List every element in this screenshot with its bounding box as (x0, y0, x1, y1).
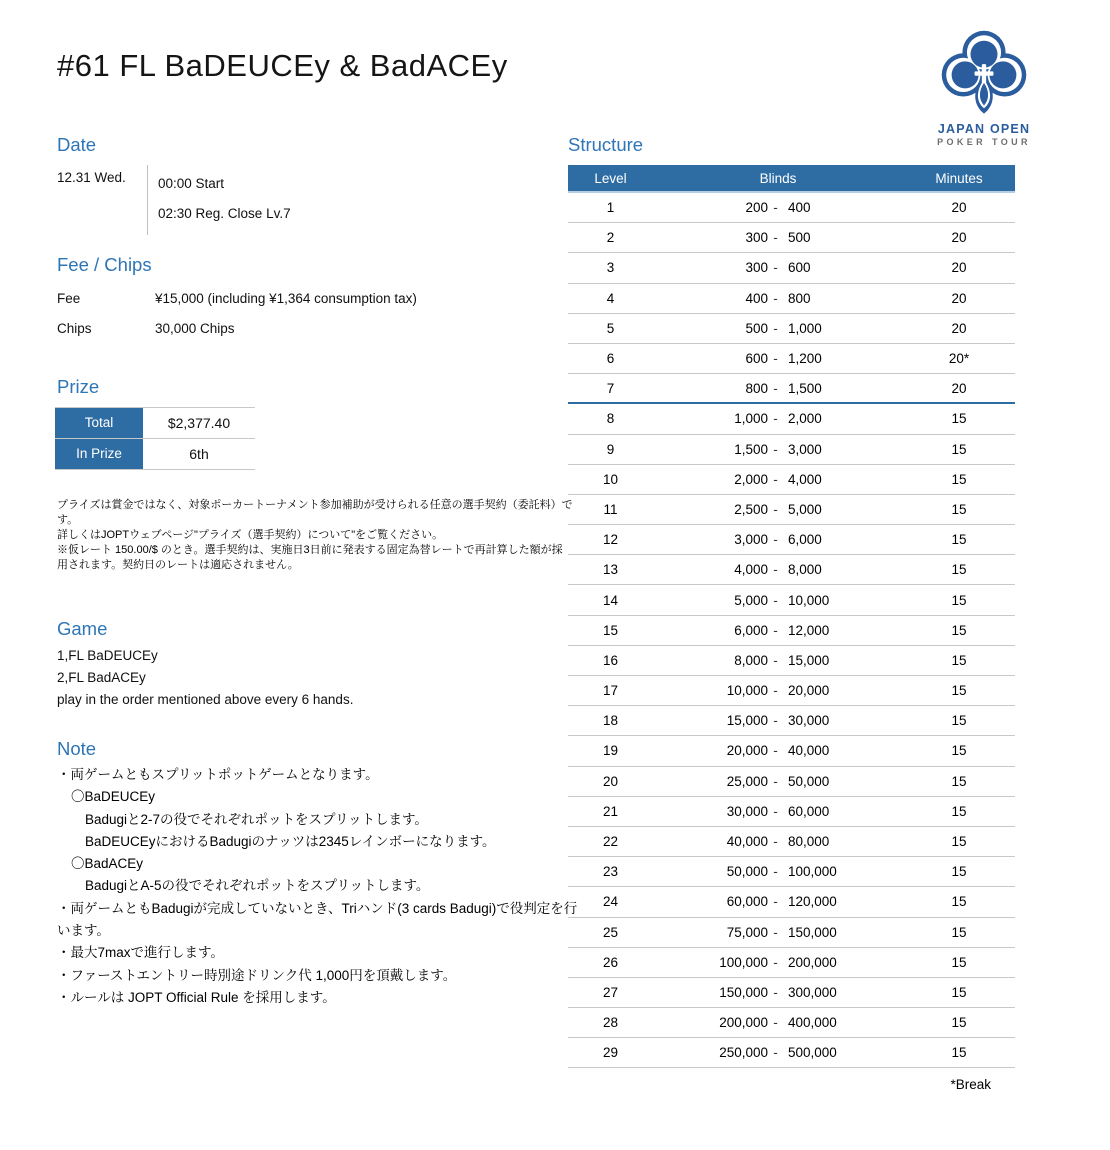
blinds-dash: - (773, 743, 778, 759)
structure-row (568, 435, 1015, 465)
fee-row (57, 291, 577, 306)
logo-text-line1: JAPAN OPEN (937, 122, 1031, 136)
minutes-column-header: Minutes (935, 170, 983, 186)
level-cell: 16 (602, 652, 619, 668)
level-cell: 22 (602, 834, 619, 850)
prize-section (55, 376, 255, 470)
small-blind-cell: 50,000 (726, 864, 768, 880)
big-blind-cell: 8,000 (788, 562, 822, 578)
date-value: 12.31 Wed. (57, 170, 126, 185)
minutes-cell: 20 (951, 230, 967, 246)
blinds-dash: - (773, 532, 778, 548)
prize-heading: Prize (57, 376, 100, 397)
structure-row (568, 918, 1015, 948)
chips-row (57, 321, 577, 336)
structure-row (568, 1038, 1015, 1068)
note-line: ・ルールは JOPT Official Rule を採用します。 (57, 989, 336, 1005)
level-cell: 9 (606, 441, 615, 457)
small-blind-cell: 100,000 (719, 954, 768, 970)
game-heading: Game (57, 618, 108, 639)
big-blind-cell: 800 (788, 290, 811, 306)
level-cell: 7 (606, 380, 615, 396)
disclaimer-paragraph: ※仮レート 150.00/$ のとき。選手契約は、実施日3日前に発表する固定為替レートで再計算した額が採用されます。契約日のレートは適応されません。 (57, 544, 563, 571)
big-blind-cell: 50,000 (788, 773, 830, 789)
big-blind-cell: 60,000 (788, 803, 830, 819)
level-cell: 2 (606, 230, 615, 246)
minutes-cell: 15 (951, 532, 967, 548)
structure-row (568, 887, 1015, 917)
minutes-cell: 15 (951, 652, 967, 668)
level-cell: 19 (602, 743, 619, 759)
minutes-cell: 20 (951, 260, 967, 276)
note-line: ・ファーストエントリー時別途ドリンク代 1,000円を頂戴します。 (57, 967, 457, 983)
prize-total-row (55, 408, 255, 439)
structure-rows (568, 193, 1015, 1068)
blinds-dash: - (773, 260, 778, 276)
small-blind-cell: 150,000 (719, 984, 768, 1000)
big-blind-cell: 4,000 (788, 471, 822, 487)
prize-total-value: $2,377.40 (143, 408, 255, 438)
small-blind-cell: 500 (745, 320, 768, 336)
level-cell: 11 (603, 501, 618, 517)
level-cell: 23 (602, 864, 619, 880)
small-blind-cell: 200,000 (719, 1015, 768, 1031)
blinds-dash: - (773, 834, 778, 850)
game-line-3: play in the order mentioned above every 6 hands. (57, 692, 354, 707)
minutes-cell: 15 (951, 1015, 967, 1031)
level-cell: 27 (602, 984, 619, 1000)
jopt-logo (928, 28, 1040, 147)
small-blind-cell: 1,500 (734, 441, 768, 457)
level-cell: 28 (602, 1015, 619, 1031)
small-blind-cell: 600 (745, 351, 768, 367)
level-cell: 21 (602, 803, 619, 819)
big-blind-cell: 1,000 (788, 320, 822, 336)
structure-row (568, 495, 1015, 525)
big-blind-cell: 20,000 (788, 683, 830, 699)
small-blind-cell: 2,000 (734, 471, 768, 487)
structure-row (568, 827, 1015, 857)
structure-row (568, 948, 1015, 978)
fee-value: ¥15,000 (including ¥1,364 consumption tax) (155, 291, 417, 306)
start-time: 00:00 Start (158, 176, 225, 191)
small-blind-cell: 20,000 (726, 743, 768, 759)
blinds-dash: - (773, 351, 778, 367)
big-blind-cell: 400 (788, 200, 811, 216)
small-blind-cell: 10,000 (726, 683, 768, 699)
blinds-dash: - (773, 411, 778, 427)
big-blind-cell: 6,000 (788, 532, 822, 548)
structure-row (568, 616, 1015, 646)
structure-row (568, 978, 1015, 1008)
small-blind-cell: 2,500 (734, 501, 768, 517)
small-blind-cell: 800 (745, 380, 768, 396)
small-blind-cell: 8,000 (734, 652, 768, 668)
level-cell: 18 (602, 713, 619, 729)
minutes-cell: 15 (951, 773, 967, 789)
big-blind-cell: 100,000 (788, 864, 837, 880)
level-cell: 6 (606, 351, 615, 367)
level-cell: 14 (602, 592, 619, 608)
blinds-dash: - (773, 562, 778, 578)
small-blind-cell: 15,000 (726, 713, 768, 729)
fee-chips-heading: Fee / Chips (57, 254, 152, 275)
minutes-cell: 15 (951, 803, 967, 819)
note-line: ・両ゲームともスプリットポットゲームとなります。 (57, 767, 379, 782)
small-blind-cell: 75,000 (726, 924, 768, 940)
big-blind-cell: 300,000 (788, 984, 837, 1000)
minutes-cell: 20 (951, 200, 967, 216)
blinds-dash: - (773, 924, 778, 940)
blinds-dash: - (773, 290, 778, 306)
small-blind-cell: 300 (745, 260, 768, 276)
note-line: ・最大7maxで進行します。 (57, 945, 224, 961)
blinds-dash: - (773, 773, 778, 789)
level-cell: 24 (602, 894, 619, 910)
big-blind-cell: 500 (788, 230, 811, 246)
prize-table (55, 407, 255, 470)
level-cell: 1 (606, 200, 615, 216)
minutes-cell: 15 (951, 441, 967, 457)
blinds-dash: - (773, 683, 778, 699)
prize-total-label: Total (55, 408, 143, 438)
big-blind-cell: 500,000 (788, 1045, 837, 1061)
structure-row (568, 525, 1015, 555)
structure-table-header (568, 165, 1015, 193)
structure-heading: Structure (568, 134, 644, 155)
minutes-cell: 15 (951, 683, 967, 699)
minutes-cell: 20 (951, 290, 967, 306)
big-blind-cell: 600 (788, 260, 811, 276)
note-lines (57, 764, 589, 1009)
level-cell: 15 (602, 622, 619, 638)
blinds-dash: - (773, 652, 778, 668)
small-blind-cell: 30,000 (726, 803, 768, 819)
note-line: 〇BadACEy (71, 856, 144, 872)
level-column-header: Level (594, 170, 627, 186)
level-cell: 5 (606, 320, 615, 336)
level-cell: 29 (602, 1045, 619, 1061)
structure-section (568, 134, 1015, 1092)
structure-row (568, 284, 1015, 314)
blinds-dash: - (773, 622, 778, 638)
level-cell: 10 (602, 471, 619, 487)
date-heading: Date (57, 134, 97, 155)
small-blind-cell: 400 (745, 290, 768, 306)
game-line-2: 2,FL BadACEy (57, 670, 146, 685)
blinds-dash: - (773, 501, 778, 517)
level-cell: 17 (602, 683, 619, 699)
minutes-cell: 15 (951, 562, 967, 578)
minutes-cell: 15 (951, 622, 967, 638)
blinds-dash: - (773, 894, 778, 910)
note-line: Badugiと2-7の役でそれぞれポットをスプリットします。 (85, 811, 428, 827)
minutes-cell: 20* (948, 351, 970, 367)
blinds-dash: - (773, 200, 778, 216)
prize-inprize-value: 6th (143, 439, 255, 469)
note-line: ・両ゲームともBadugiが完成していないとき、Triハンド(3 cards Badugi)で役判定を行います。 (57, 900, 578, 939)
small-blind-cell: 40,000 (726, 834, 768, 850)
minutes-cell: 15 (951, 984, 967, 1000)
structure-row (568, 706, 1015, 736)
blinds-column-header: Blinds (759, 170, 797, 186)
small-blind-cell: 200 (745, 200, 768, 216)
structure-row (568, 767, 1015, 797)
minutes-cell: 15 (951, 834, 967, 850)
small-blind-cell: 25,000 (726, 773, 768, 789)
date-section (57, 134, 291, 235)
logo-text-line2: POKER TOUR (937, 137, 1031, 147)
small-blind-cell: 300 (745, 230, 768, 246)
structure-row (568, 1008, 1015, 1038)
big-blind-cell: 200,000 (788, 954, 837, 970)
game-section (57, 618, 577, 711)
minutes-cell: 15 (951, 743, 967, 759)
minutes-cell: 20 (951, 320, 967, 336)
date-times (147, 165, 291, 235)
small-blind-cell: 1,000 (734, 411, 768, 427)
prize-inprize-row (55, 439, 255, 470)
prize-inprize-label: In Prize (55, 439, 143, 469)
level-cell: 8 (606, 411, 615, 427)
big-blind-cell: 2,000 (788, 411, 822, 427)
big-blind-cell: 5,000 (788, 501, 822, 517)
blinds-dash: - (773, 1045, 778, 1061)
small-blind-cell: 5,000 (734, 592, 768, 608)
structure-row (568, 555, 1015, 585)
minutes-cell: 15 (951, 501, 967, 517)
big-blind-cell: 1,200 (788, 351, 822, 367)
minutes-cell: 15 (951, 713, 967, 729)
structure-row (568, 676, 1015, 706)
big-blind-cell: 120,000 (788, 894, 837, 910)
small-blind-cell: 4,000 (734, 562, 768, 578)
big-blind-cell: 15,000 (788, 652, 830, 668)
fee-label: Fee (57, 291, 81, 306)
level-cell: 13 (602, 562, 619, 578)
minutes-cell: 15 (951, 894, 967, 910)
structure-row (568, 314, 1015, 344)
structure-row (568, 344, 1015, 374)
club-logo-icon (939, 28, 1029, 120)
blinds-dash: - (773, 984, 778, 1000)
big-blind-cell: 40,000 (788, 743, 830, 759)
structure-row (568, 404, 1015, 434)
structure-row (568, 223, 1015, 253)
chips-label: Chips (57, 321, 92, 336)
note-line: BaDEUCEyにおけるBadugiのナッツは2345レインボーになります。 (85, 833, 496, 849)
blinds-dash: - (773, 954, 778, 970)
big-blind-cell: 30,000 (788, 713, 830, 729)
big-blind-cell: 80,000 (788, 834, 830, 850)
fee-chips-section (57, 254, 577, 336)
note-section (57, 738, 589, 1009)
blinds-dash: - (773, 864, 778, 880)
minutes-cell: 15 (951, 924, 967, 940)
big-blind-cell: 1,500 (788, 380, 822, 396)
minutes-cell: 15 (951, 1045, 967, 1061)
big-blind-cell: 10,000 (788, 592, 830, 608)
blinds-dash: - (773, 713, 778, 729)
note-line: 〇BaDEUCEy (71, 789, 156, 805)
disclaimer-paragraph: 詳しくはJOPTウェブページ"プライズ（選手契約）について"をご覧ください。 (57, 529, 444, 541)
small-blind-cell: 250,000 (719, 1045, 768, 1061)
structure-row (568, 193, 1015, 223)
blinds-dash: - (773, 230, 778, 246)
blinds-dash: - (773, 380, 778, 396)
small-blind-cell: 6,000 (734, 622, 768, 638)
blinds-dash: - (773, 471, 778, 487)
note-line: BadugiとA-5の役でそれぞれポットをスプリットします。 (85, 878, 430, 894)
structure-row (568, 736, 1015, 766)
level-cell: 3 (606, 260, 615, 276)
blinds-dash: - (773, 320, 778, 336)
date-row (57, 165, 291, 235)
reg-close-time: 02:30 Reg. Close Lv.7 (158, 206, 291, 221)
minutes-cell: 15 (951, 864, 967, 880)
break-footnote: *Break (950, 1077, 991, 1093)
minutes-cell: 15 (951, 592, 967, 608)
minutes-cell: 15 (951, 954, 967, 970)
blinds-dash: - (773, 592, 778, 608)
small-blind-cell: 3,000 (734, 532, 768, 548)
disclaimer-paragraph: プライズは賞金ではなく、対象ポーカートーナメント参加補助が受けられる任意の選手契約（委託料）です。 (57, 499, 573, 526)
structure-row (568, 465, 1015, 495)
structure-row (568, 585, 1015, 615)
minutes-cell: 15 (951, 411, 967, 427)
big-blind-cell: 12,000 (788, 622, 830, 638)
structure-row (568, 797, 1015, 827)
structure-row (568, 646, 1015, 676)
minutes-cell: 20 (951, 380, 967, 396)
blinds-dash: - (773, 1015, 778, 1031)
big-blind-cell: 150,000 (788, 924, 837, 940)
small-blind-cell: 60,000 (726, 894, 768, 910)
note-heading: Note (57, 738, 97, 759)
chips-value: 30,000 Chips (155, 321, 235, 336)
blinds-dash: - (773, 803, 778, 819)
level-cell: 4 (606, 290, 615, 306)
structure-row (568, 374, 1015, 404)
level-cell: 20 (602, 773, 619, 789)
structure-row (568, 253, 1015, 283)
big-blind-cell: 400,000 (788, 1015, 837, 1031)
page-title: #61 FL BaDEUCEy & BadACEy (57, 48, 508, 83)
level-cell: 25 (602, 924, 619, 940)
level-cell: 26 (602, 954, 619, 970)
level-cell: 12 (602, 532, 619, 548)
structure-row (568, 857, 1015, 887)
game-line-1: 1,FL BaDEUCEy (57, 648, 158, 663)
big-blind-cell: 3,000 (788, 441, 822, 457)
prize-disclaimer (57, 498, 573, 573)
blinds-dash: - (773, 441, 778, 457)
minutes-cell: 15 (951, 471, 967, 487)
